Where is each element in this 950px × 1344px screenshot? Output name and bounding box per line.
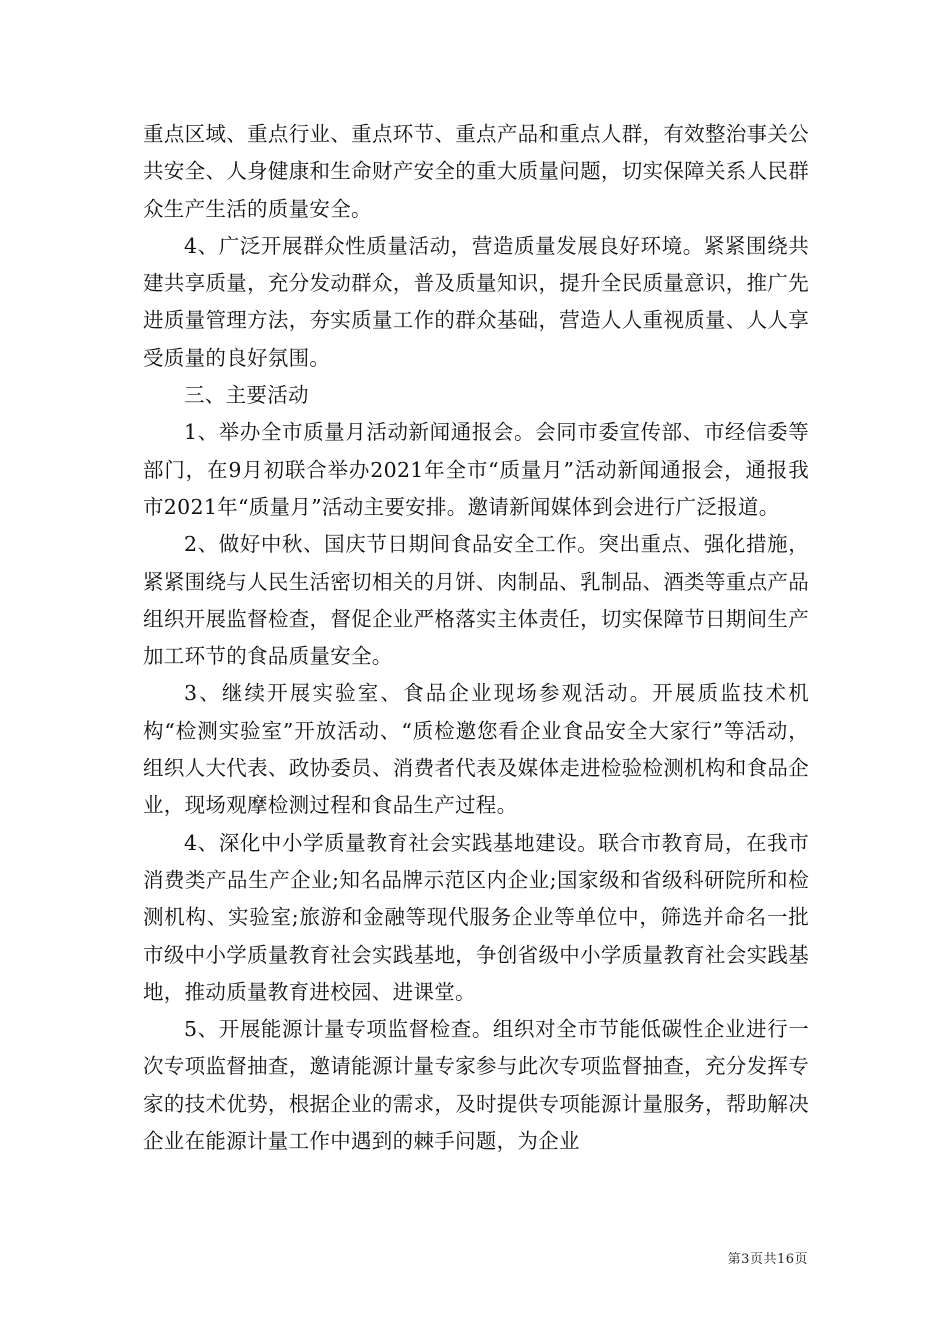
paragraph-continued: 重点区域、重点行业、重点环节、重点产品和重点人群，有效整治事关公共安全、人身健康和生命财产安全的重大质量问题，切实保障关系人民群众生产生活的质量安全。 [143, 122, 809, 221]
page-number-footer: 第3页共16页 [727, 1252, 808, 1267]
paragraph-activity-4: 4、深化中小学质量教育社会实践基地建设。联合市教育局，在我市消费类产品生产企业;知名品牌示范区内企业;国家级和省级科研院所和检测机构、实验室;旅游和金融等现代服务企业等单位中，筛选并命名一批市级中小学质量教育社会实践基地，争创省级中小学质量教育社会实践基地，推动质量教育进校园、进课堂。 [143, 830, 809, 1004]
paragraph-activity-1: 1、举办全市质量月活动新闻通报会。会同市委宣传部、市经信委等部门，在9月初联合举办2021年全市“质量月”活动新闻通报会，通报我市2021年“质量月”活动主要安排。邀请新闻媒体到会进行广泛报道。 [143, 420, 809, 519]
paragraph-item-4-goal: 4、广泛开展群众性质量活动，营造质量发展良好环境。紧紧围绕共建共享质量，充分发动群众，普及质量知识，提升全民质量意识，推广先进质量管理方法，夯实质量工作的群众基础，营造人人重视质量、人人享受质量的良好氛围。 [143, 233, 809, 370]
paragraph-activity-5: 5、开展能源计量专项监督检查。组织对全市节能低碳性企业进行一次专项监督抽查，邀请能源计量专家参与此次专项监督抽查，充分发挥专家的技术优势，根据企业的需求，及时提供专项能源计量服务，帮助解决企业在能源计量工作中遇到的棘手问题，为企业 [143, 1017, 809, 1154]
section-heading-main-activities: 三、主要活动 [184, 383, 309, 408]
paragraph-activity-3: 3、继续开展实验室、食品企业现场参观活动。开展质监技术机构“检测实验室”开放活动、“质检邀您看企业食品安全大家行”等活动，组织人大代表、政协委员、消费者代表及媒体走进检验检测机构和食品企业，现场观摩检测过程和食品生产过程。 [143, 681, 809, 818]
document-body [143, 116, 809, 1160]
paragraph-activity-2: 2、做好中秋、国庆节日期间食品安全工作。突出重点、强化措施，紧紧围绕与人民生活密切相关的月饼、肉制品、乳制品、酒类等重点产品组织开展监督检查，督促企业严格落实主体责任，切实保障节日期间生产加工环节的食品质量安全。 [143, 532, 809, 669]
